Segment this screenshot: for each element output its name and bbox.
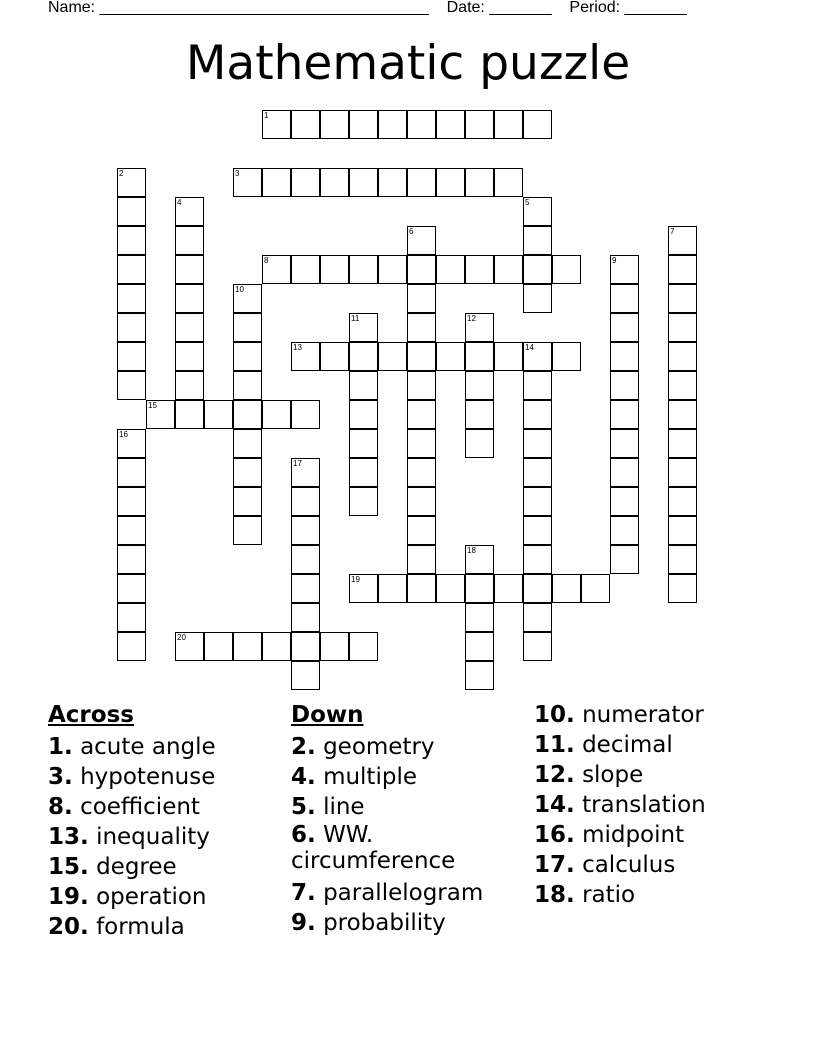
grid-cell[interactable] [117,342,146,371]
grid-cell[interactable] [291,632,320,661]
clue-answer: numerator [582,702,704,728]
grid-cell[interactable] [407,226,436,255]
grid-cell[interactable] [436,110,465,139]
down-clue-list-b [534,700,706,910]
clue-answer: degree [96,854,177,880]
clue-answer: probability [323,910,446,936]
clue-answer: geometry [323,734,435,760]
name-label: Name: [48,0,96,16]
grid-cell[interactable] [291,603,320,632]
clue-answer: hypotenuse [80,764,216,790]
grid-cell[interactable] [233,284,262,313]
grid-cell[interactable] [117,458,146,487]
grid-cell[interactable] [291,458,320,487]
clue-number-label: 17. [534,852,575,878]
grid-cell[interactable] [465,371,494,400]
clue-number: 8 [264,256,269,265]
grid-cell[interactable] [407,168,436,197]
grid-cell[interactable] [465,110,494,139]
grid-cell[interactable] [523,545,552,574]
grid-cell[interactable] [523,284,552,313]
down-clue [534,820,706,850]
grid-cell[interactable] [407,342,436,371]
clue-answer: calculus [582,852,676,878]
clue-number: 1 [264,111,269,120]
grid-cell[interactable] [465,429,494,458]
grid-cell[interactable] [233,342,262,371]
down-clues [291,700,491,938]
grid-cell[interactable] [349,400,378,429]
down-clue [291,792,491,822]
clue-number-label: 3. [48,764,73,790]
down-clue [534,790,706,820]
grid-cell[interactable] [320,632,349,661]
grid-cell[interactable] [552,255,581,284]
grid-cell[interactable] [117,226,146,255]
clue-number: 16 [119,430,128,439]
grid-cell[interactable] [523,487,552,516]
grid-cell[interactable] [523,110,552,139]
clue-number-label: 9. [291,910,316,936]
grid-cell[interactable] [465,574,494,603]
grid-cell[interactable] [465,661,494,690]
clue-number: 11 [351,314,360,323]
grid-cell[interactable] [407,284,436,313]
grid-cell[interactable] [494,574,523,603]
grid-cell[interactable] [523,429,552,458]
grid-cell[interactable] [291,400,320,429]
grid-cell[interactable] [233,371,262,400]
grid-cell[interactable] [668,429,697,458]
grid-cell[interactable] [407,516,436,545]
grid-cell[interactable] [175,371,204,400]
clue-number-label: 15. [48,854,89,880]
clue-number: 15 [148,401,157,410]
grid-cell[interactable] [610,284,639,313]
grid-cell[interactable] [233,516,262,545]
grid-cell[interactable] [407,429,436,458]
clue-number: 2 [119,169,124,178]
clue-number-label: 18. [534,882,575,908]
clue-number-label: 8. [48,794,73,820]
clue-answer: formula [96,914,185,940]
grid-cell[interactable] [407,110,436,139]
grid-cell[interactable] [320,342,349,371]
grid-cell[interactable] [436,342,465,371]
grid-cell[interactable] [668,545,697,574]
grid-cell[interactable] [378,255,407,284]
grid-cell[interactable] [552,574,581,603]
grid-cell[interactable] [465,632,494,661]
grid-cell[interactable] [117,487,146,516]
clue-number-label: 20. [48,914,89,940]
grid-cell[interactable] [117,574,146,603]
grid-cell[interactable] [291,110,320,139]
clue-answer: slope [582,762,644,788]
clue-answer: line [323,794,365,820]
grid-cell[interactable] [494,168,523,197]
grid-cell[interactable] [407,574,436,603]
grid-cell[interactable] [349,429,378,458]
grid-cell[interactable] [407,458,436,487]
clue-number: 17 [293,459,302,468]
clue-answer: operation [96,884,207,910]
grid-cell[interactable] [610,255,639,284]
grid-cell[interactable] [610,545,639,574]
grid-cell[interactable] [349,168,378,197]
clue-number: 20 [177,633,186,642]
down-clues-continued [534,700,706,910]
grid-cell[interactable] [117,255,146,284]
grid-cell[interactable] [610,342,639,371]
grid-cell[interactable] [117,313,146,342]
clue-answer: multiple [323,764,417,790]
grid-cell[interactable] [610,516,639,545]
grid-cell[interactable] [349,458,378,487]
grid-cell[interactable] [262,632,291,661]
grid-cell[interactable] [465,168,494,197]
down-clue [291,878,491,908]
grid-cell[interactable] [668,226,697,255]
clue-number: 6 [409,227,414,236]
clue-answer: midpoint [582,822,685,848]
clue-number: 19 [351,575,360,584]
grid-cell[interactable] [233,487,262,516]
clue-number: 5 [525,198,530,207]
across-clue [48,762,216,792]
clue-number: 14 [525,343,534,352]
grid-cell[interactable] [378,574,407,603]
period-label: Period: [569,0,621,16]
grid-cell[interactable] [436,168,465,197]
down-clue [534,700,706,730]
grid-cell[interactable] [117,603,146,632]
down-clue [291,732,491,762]
grid-cell[interactable] [465,603,494,632]
grid-cell[interactable] [320,110,349,139]
grid-cell[interactable] [668,458,697,487]
grid-cell[interactable] [175,226,204,255]
clue-number: 9 [612,256,617,265]
clue-number-label: 19. [48,884,89,910]
grid-cell[interactable] [233,632,262,661]
clue-number-label: 6. [291,822,316,848]
down-clue-list-a [291,732,491,938]
clue-answer: coefficient [80,794,200,820]
across-clue [48,792,216,822]
across-clue-list [48,732,216,942]
grid-cell[interactable] [407,313,436,342]
grid-cell[interactable] [117,284,146,313]
grid-cell[interactable] [262,168,291,197]
across-clue [48,822,216,852]
grid-cell[interactable] [407,371,436,400]
grid-cell[interactable] [175,342,204,371]
grid-cell[interactable] [523,226,552,255]
grid-cell[interactable] [436,255,465,284]
grid-cell[interactable] [291,574,320,603]
down-clue [291,762,491,792]
grid-cell[interactable] [233,400,262,429]
grid-cell[interactable] [523,516,552,545]
name-blank[interactable]: _____________________________________ [99,0,429,16]
clue-number-label: 13. [48,824,89,850]
clue-number-label: 4. [291,764,316,790]
grid-cell[interactable] [117,168,146,197]
clue-number-label: 12. [534,762,575,788]
clue-number-label: 14. [534,792,575,818]
grid-cell[interactable] [233,313,262,342]
clue-answer: inequality [96,824,210,850]
clue-number-label: 11. [534,732,575,758]
down-clue [291,822,491,874]
clue-number: 10 [235,285,244,294]
page-title: Mathematic puzzle [185,36,631,91]
grid-cell[interactable] [552,342,581,371]
grid-cell[interactable] [407,255,436,284]
grid-cell[interactable] [349,313,378,342]
grid-cell[interactable] [320,255,349,284]
grid-cell[interactable] [465,313,494,342]
across-clue [48,912,216,942]
grid-cell[interactable] [262,400,291,429]
grid-cell[interactable] [291,255,320,284]
clue-number-label: 5. [291,794,316,820]
down-heading: Down [291,702,364,728]
grid-cell[interactable] [523,400,552,429]
grid-cell[interactable] [610,458,639,487]
clue-number: 4 [177,198,182,207]
grid-cell[interactable] [320,168,349,197]
across-clue [48,852,216,882]
date-blank[interactable]: _______ [489,0,552,16]
down-clue [291,908,491,938]
grid-cell[interactable] [175,284,204,313]
grid-cell[interactable] [117,516,146,545]
grid-cell[interactable] [175,400,204,429]
across-clue [48,732,216,762]
date-label: Date: [446,0,485,16]
grid-cell[interactable] [610,400,639,429]
grid-cell[interactable] [668,487,697,516]
grid-cell[interactable] [494,255,523,284]
down-clue [534,880,706,910]
clue-answer: WW. circumference [291,822,456,874]
grid-cell[interactable] [465,342,494,371]
across-clues [48,700,216,942]
grid-cell[interactable] [291,342,320,371]
grid-cell[interactable] [523,371,552,400]
grid-cell[interactable] [291,168,320,197]
clue-answer: parallelogram [323,880,484,906]
clue-answer: acute angle [80,734,216,760]
clue-number: 7 [670,227,675,236]
grid-cell[interactable] [291,516,320,545]
grid-cell[interactable] [668,284,697,313]
down-clue [534,850,706,880]
across-heading: Across [48,702,134,728]
grid-cell[interactable] [465,400,494,429]
grid-cell[interactable] [117,429,146,458]
grid-cell[interactable] [436,574,465,603]
grid-cell[interactable] [668,574,697,603]
grid-cell[interactable] [117,632,146,661]
grid-cell[interactable] [204,400,233,429]
grid-cell[interactable] [378,168,407,197]
grid-cell[interactable] [668,313,697,342]
grid-cell[interactable] [523,458,552,487]
grid-cell[interactable] [523,603,552,632]
grid-cell[interactable] [117,371,146,400]
grid-cell[interactable] [117,545,146,574]
grid-cell[interactable] [407,400,436,429]
clue-number-label: 10. [534,702,575,728]
grid-cell[interactable] [349,342,378,371]
grid-cell[interactable] [407,487,436,516]
grid-cell[interactable] [117,197,146,226]
clue-answer: ratio [582,882,636,908]
grid-cell[interactable] [291,487,320,516]
clue-number-label: 2. [291,734,316,760]
grid-cell[interactable] [175,632,204,661]
grid-cell[interactable] [465,255,494,284]
grid-cell[interactable] [523,342,552,371]
grid-cell[interactable] [610,313,639,342]
grid-cell[interactable] [349,487,378,516]
grid-cell[interactable] [175,197,204,226]
grid-cell[interactable] [175,255,204,284]
grid-cell[interactable] [233,458,262,487]
grid-cell[interactable] [378,110,407,139]
grid-cell[interactable] [349,371,378,400]
grid-cell[interactable] [668,400,697,429]
grid-cell[interactable] [349,110,378,139]
clue-number: 13 [293,343,302,352]
clue-number: 3 [235,169,240,178]
grid-cell[interactable] [668,342,697,371]
grid-cell[interactable] [668,255,697,284]
period-blank[interactable]: _______ [624,0,687,16]
grid-cell[interactable] [349,255,378,284]
clue-number-label: 1. [48,734,73,760]
grid-cell[interactable] [146,400,175,429]
clue-number-label: 7. [291,880,316,906]
grid-cell[interactable] [262,255,291,284]
across-clue [48,882,216,912]
grid-cell[interactable] [668,371,697,400]
grid-cell[interactable] [291,661,320,690]
down-clue [534,760,706,790]
clue-number-label: 16. [534,822,575,848]
grid-cell[interactable] [610,429,639,458]
clue-number: 18 [467,546,476,555]
grid-cell[interactable] [523,632,552,661]
clue-answer: decimal [582,732,673,758]
grid-cell[interactable] [262,110,291,139]
grid-cell[interactable] [233,168,262,197]
grid-cell[interactable] [407,545,436,574]
grid-cell[interactable] [291,545,320,574]
grid-cell[interactable] [668,516,697,545]
grid-cell[interactable] [204,632,233,661]
grid-cell[interactable] [523,197,552,226]
grid-cell[interactable] [233,429,262,458]
grid-cell[interactable] [523,255,552,284]
grid-cell[interactable] [523,574,552,603]
grid-cell[interactable] [610,371,639,400]
clue-number: 12 [467,314,476,323]
down-clue [534,730,706,760]
grid-cell[interactable] [175,313,204,342]
grid-cell[interactable] [378,342,407,371]
grid-cell[interactable] [610,487,639,516]
clue-answer: translation [582,792,706,818]
grid-cell[interactable] [465,545,494,574]
grid-cell[interactable] [349,574,378,603]
grid-cell[interactable] [494,342,523,371]
grid-cell[interactable] [494,110,523,139]
grid-cell[interactable] [349,632,378,661]
grid-cell[interactable] [581,574,610,603]
